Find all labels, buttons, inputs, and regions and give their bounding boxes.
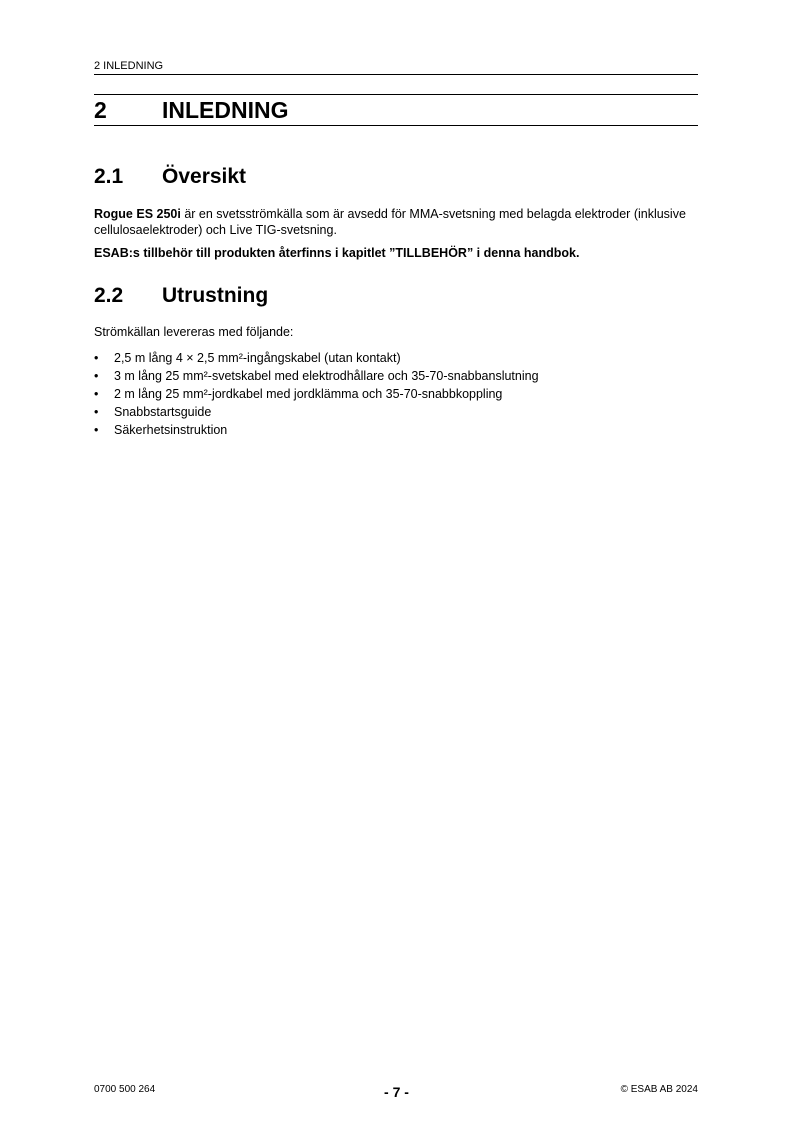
footer-copyright: © ESAB AB 2024 <box>620 1084 698 1095</box>
bullet-icon: • <box>94 369 99 383</box>
list-item: • Snabbstartsguide <box>94 405 212 419</box>
equipment-list <box>94 349 698 439</box>
list-item: • 2,5 m lång 4 × 2,5 mm²-ingångskabel (utan kontakt) <box>94 351 401 365</box>
running-header: 2 INLEDNING <box>94 60 698 75</box>
section-number: 2.2 <box>94 284 124 307</box>
chapter-title: INLEDNING <box>162 97 289 123</box>
footer-page-number: - 7 - <box>384 1084 409 1100</box>
bullet-icon: • <box>94 405 99 419</box>
list-item: • 2 m lång 25 mm²-jordkabel med jordklämma och 35-70-snabbkoppling <box>94 387 503 401</box>
footer-doc-number: 0700 500 264 <box>94 1084 156 1095</box>
overview-text: är en svetsströmkälla som är avsedd för MMA-svetsning med belagda elektroder (inklusive cellulosaelektroder) och Live TIG-svetsning. <box>94 207 686 237</box>
list-item: • Säkerhetsinstruktion <box>94 423 228 437</box>
product-name: Rogue ES 250i <box>94 207 181 221</box>
bullet-icon: • <box>94 387 99 401</box>
overview-paragraph <box>94 207 698 238</box>
accessories-note: ESAB:s tillbehör till produkten återfinns i kapitlet ”TILLBEHÖR” i denna handbok. <box>94 246 580 260</box>
chapter-heading <box>94 94 698 126</box>
list-item: • 3 m lång 25 mm²-svetskabel med elektrodhållare och 35-70-snabbanslutning <box>94 369 539 383</box>
equipment-intro: Strömkällan levereras med följande: <box>94 325 294 339</box>
chapter-number: 2 <box>94 97 107 123</box>
bullet-icon: • <box>94 351 99 365</box>
section-title: Översikt <box>162 165 247 188</box>
section-title: Utrustning <box>162 284 269 307</box>
bullet-icon: • <box>94 423 99 437</box>
section-number: 2.1 <box>94 165 124 188</box>
